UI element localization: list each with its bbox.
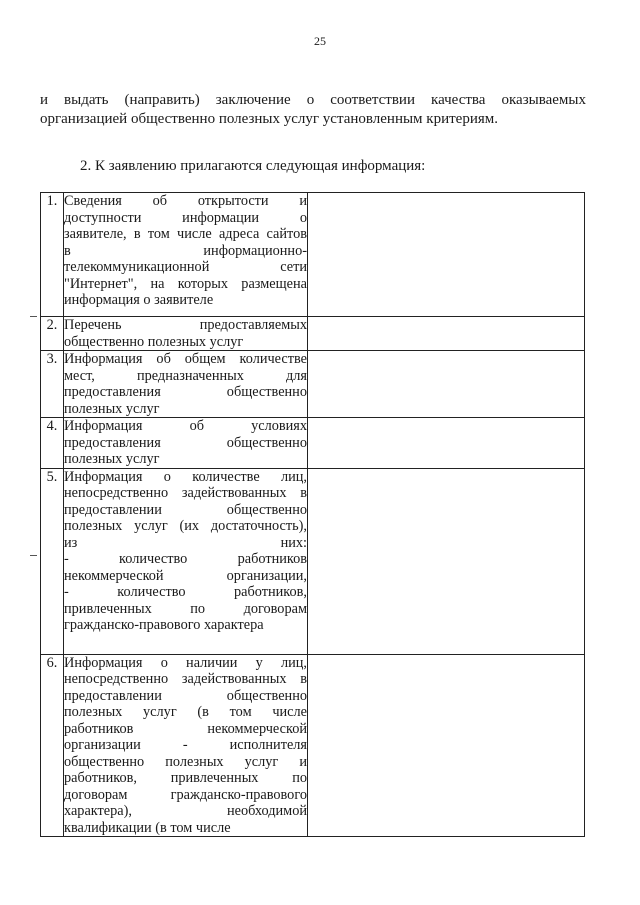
- row-description: [64, 654, 308, 837]
- description-line: предоставлении общественно: [64, 501, 307, 518]
- row-number: 4.: [41, 418, 64, 469]
- table-row: [41, 418, 585, 469]
- description-line: Сведения об открытости и: [64, 193, 307, 209]
- section-heading: 2. К заявлению прилагаются следующая информация:: [80, 158, 426, 174]
- description-line: предоставлении общественно: [64, 687, 307, 704]
- description-line: информация о заявителе: [64, 292, 214, 308]
- row-description: [64, 351, 308, 418]
- description-line: общественно полезных услуг и: [64, 753, 307, 770]
- description-line: из них:: [64, 534, 307, 551]
- page-number: 25: [314, 34, 326, 48]
- description-line: привлеченных по договорам: [64, 600, 307, 617]
- description-line: - количество работников: [64, 551, 307, 567]
- row-number: 2.: [41, 317, 64, 351]
- row-description: [64, 468, 308, 654]
- description-line: полезных услуг: [64, 400, 160, 417]
- description-line: полезных услуг (в том числе: [64, 704, 307, 720]
- row-number: 5.: [41, 468, 64, 654]
- table-row: [41, 193, 585, 317]
- information-table: [40, 192, 585, 837]
- table-row: [41, 317, 585, 351]
- description-line: Информация о наличии у лиц,: [64, 654, 307, 671]
- description-line: Информация об общем количестве: [64, 351, 307, 367]
- description-line: телекоммуникационной сети: [64, 259, 307, 275]
- description-line: общественно полезных услуг: [64, 333, 244, 350]
- intro-line: организацией общественно полезных услуг установленным критериям.: [40, 111, 498, 127]
- row-value-cell: [308, 468, 585, 654]
- row-description: [64, 418, 308, 469]
- description-line: квалификации (в том числе: [64, 819, 231, 836]
- description-line: в информационно-: [64, 242, 307, 259]
- row-value-cell: [308, 193, 585, 317]
- description-line: - количество работников,: [64, 584, 307, 600]
- row-value-cell: [308, 418, 585, 469]
- description-line: полезных услуг: [64, 451, 160, 467]
- row-value-cell: [308, 654, 585, 837]
- description-line: Перечень предоставляемых: [64, 317, 307, 333]
- description-line: доступности информации о: [64, 209, 307, 226]
- intro-line: и выдать (направить) заключение о соответствии качества оказываемых: [40, 92, 586, 108]
- description-line: "Интернет", на которых размещена: [64, 275, 307, 292]
- description-line: договорам гражданско-правового: [64, 786, 307, 803]
- row-description: [64, 193, 308, 317]
- description-line: характера), необходимой: [64, 803, 307, 819]
- description-line: некоммерческой организации,: [64, 567, 307, 584]
- description-line: организации - исполнителя: [64, 737, 307, 753]
- description-line: полезных услуг (их достаточность),: [64, 518, 307, 534]
- description-line: заявителе, в том числе адреса сайтов: [64, 226, 307, 242]
- description-line: Информация о количестве лиц,: [64, 468, 307, 485]
- description-line: Информация об условиях: [64, 418, 307, 434]
- row-number: 1.: [41, 193, 64, 317]
- description-line: предоставления общественно: [64, 434, 307, 451]
- row-number: 6.: [41, 654, 64, 837]
- description-line: гражданско-правового характера: [64, 617, 264, 633]
- margin-mark: [30, 316, 37, 317]
- table-row: [41, 351, 585, 418]
- margin-mark: [30, 555, 37, 556]
- intro-paragraph: [40, 91, 586, 129]
- description-line: непосредственно задействованных в: [64, 485, 307, 501]
- row-value-cell: [308, 317, 585, 351]
- description-line: работников некоммерческой: [64, 720, 307, 737]
- row-number: 3.: [41, 351, 64, 418]
- row-value-cell: [308, 351, 585, 418]
- table-row: [41, 654, 585, 837]
- row-description: [64, 317, 308, 351]
- table-row: [41, 468, 585, 654]
- description-line: предоставления общественно: [64, 384, 307, 400]
- description-line: мест, предназначенных для: [64, 367, 307, 384]
- description-line: непосредственно задействованных в: [64, 671, 307, 687]
- description-line: работников, привлеченных по: [64, 770, 307, 786]
